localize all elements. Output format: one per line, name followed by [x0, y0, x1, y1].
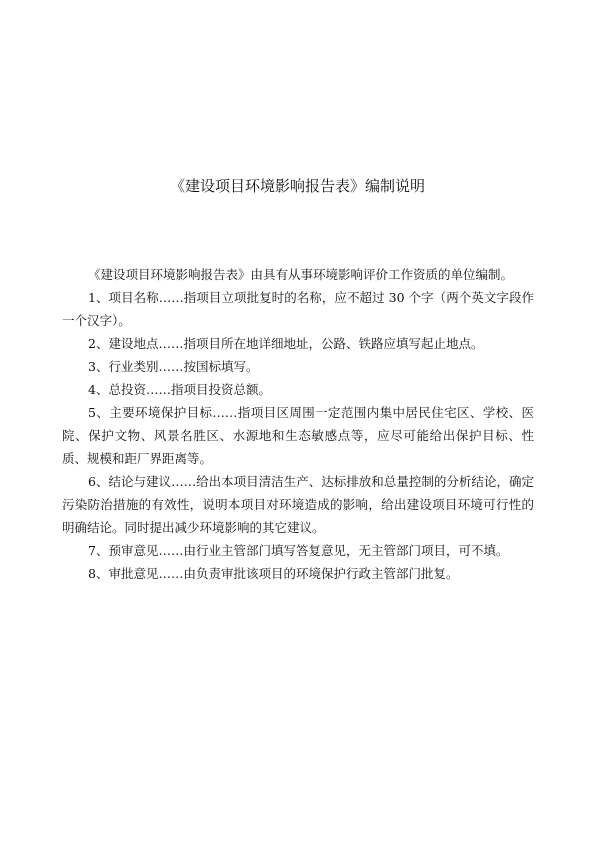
item-industry-category: 3、行业类别……按国标填写。	[88, 359, 259, 374]
item-conclusions-suggestions: 6、结论与建议……给出本项目清洁生产、达标排放和总量控制的分析结论，确定污染防治措施的有效性，说明本项目对环境造成的影响，给出建设项目环境可行性的明确结论。同时提出减少环境影响的其它建议。	[62, 474, 534, 535]
document-title: 《建设项目环境影响报告表》编制说明	[169, 177, 425, 195]
instructions-body	[62, 263, 534, 585]
item-approval-opinion: 8、审批意见……由负责审批该项目的环境保护行政主管部门批复。	[88, 566, 459, 581]
item-protection-targets: 5、主要环境保护目标……指项目区周围一定范围内集中居民住宅区、学校、医院、保护文物、风景名胜区、水源地和生态敏感点等，应尽可能给出保护目标、性质、规模和距厂界距离等。	[62, 405, 534, 466]
intro-paragraph: 《建设项目环境影响报告表》由具有从事环境影响评价工作资质的单位编制。	[88, 267, 514, 282]
item-project-name: 1、项目名称……指项目立项批复时的名称，应不超过 30 个字（两个英文字段作一个汉字）。	[62, 290, 534, 328]
item-construction-location: 2、建设地点……指项目所在地详细地址，公路、铁路应填写起止地点。	[88, 336, 484, 351]
item-preliminary-review: 7、预审意见……由行业主管部门填写答复意见，无主管部门项目，可不填。	[88, 543, 509, 558]
item-total-investment: 4、总投资……指项目投资总额。	[88, 382, 271, 397]
